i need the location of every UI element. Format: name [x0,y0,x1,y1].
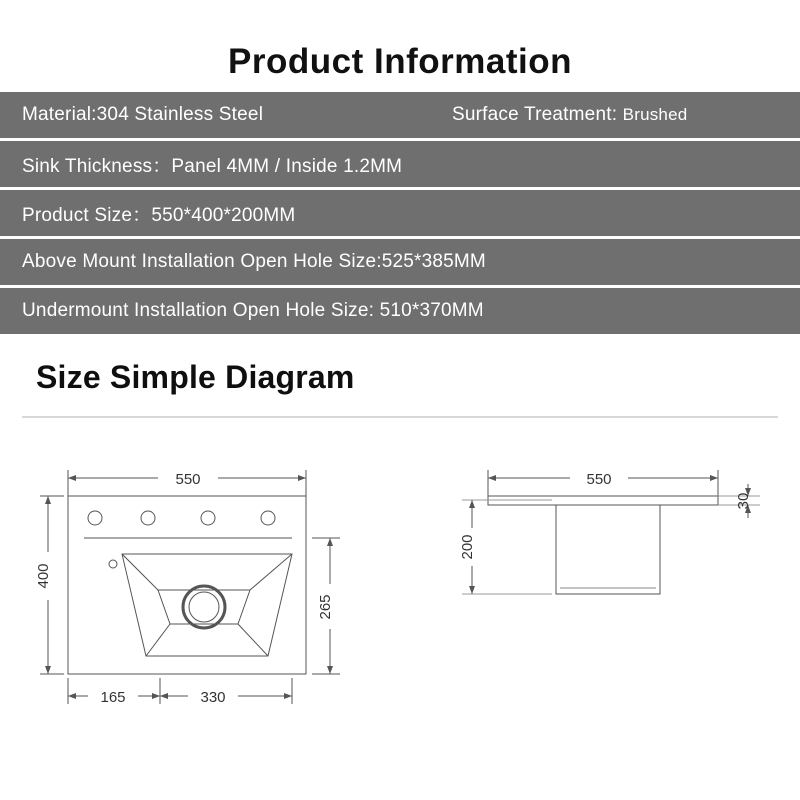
basin-corner-tl [122,554,158,590]
sideview-rim-label: 30 [735,492,752,510]
topview-left-offset-label: 165 [100,689,126,706]
table-row [0,190,800,239]
page-title: Product Information [228,42,572,81]
spec-surface-treatment [452,104,800,126]
faucet-hole-4 [261,511,275,525]
spec-product-size: Product Size：550*400*200MM [22,204,296,226]
spec-above-mount-hole: Above Mount Installation Open Hole Size:525*385MM [22,251,486,272]
spec-material: Material:304 Stainless Steel [22,104,264,125]
sideview-depth-label: 200 [459,534,476,560]
section-divider [22,416,778,418]
spec-table [0,92,800,337]
size-diagram [0,424,800,724]
basin-corner-tr [250,554,292,590]
topview-height-label: 400 [35,563,52,589]
section-title-size-diagram: Size Simple Diagram [36,359,355,395]
side-hole [109,560,117,568]
faucet-hole-3 [201,511,215,525]
basin-outer [122,554,292,656]
spec-surface-treatment-label: Surface Treatment: [452,104,618,125]
topview-basin-depth-label: 265 [317,594,334,620]
table-row [0,92,800,141]
basin-corner-br [238,624,268,656]
sideview-width-label: 550 [586,471,612,488]
table-row [0,239,800,288]
drain-inner [189,592,219,622]
topview-bowl-width-label: 330 [200,689,226,706]
table-row [0,288,800,337]
faucet-hole-1 [88,511,102,525]
basin-corner-bl [146,624,170,656]
basin-inner [158,590,250,624]
table-row [0,141,800,190]
spec-surface-treatment-value: Brushed [622,105,688,124]
faucet-hole-2 [141,511,155,525]
diagram-canvas [0,424,800,724]
topview-width-label: 550 [175,471,201,488]
spec-sink-thickness: Sink Thickness：Panel 4MM / Inside 1.2MM [22,155,403,177]
sideview-bowl [556,505,660,594]
spec-undermount-hole: Undermount Installation Open Hole Size: 510*370MM [22,300,484,321]
